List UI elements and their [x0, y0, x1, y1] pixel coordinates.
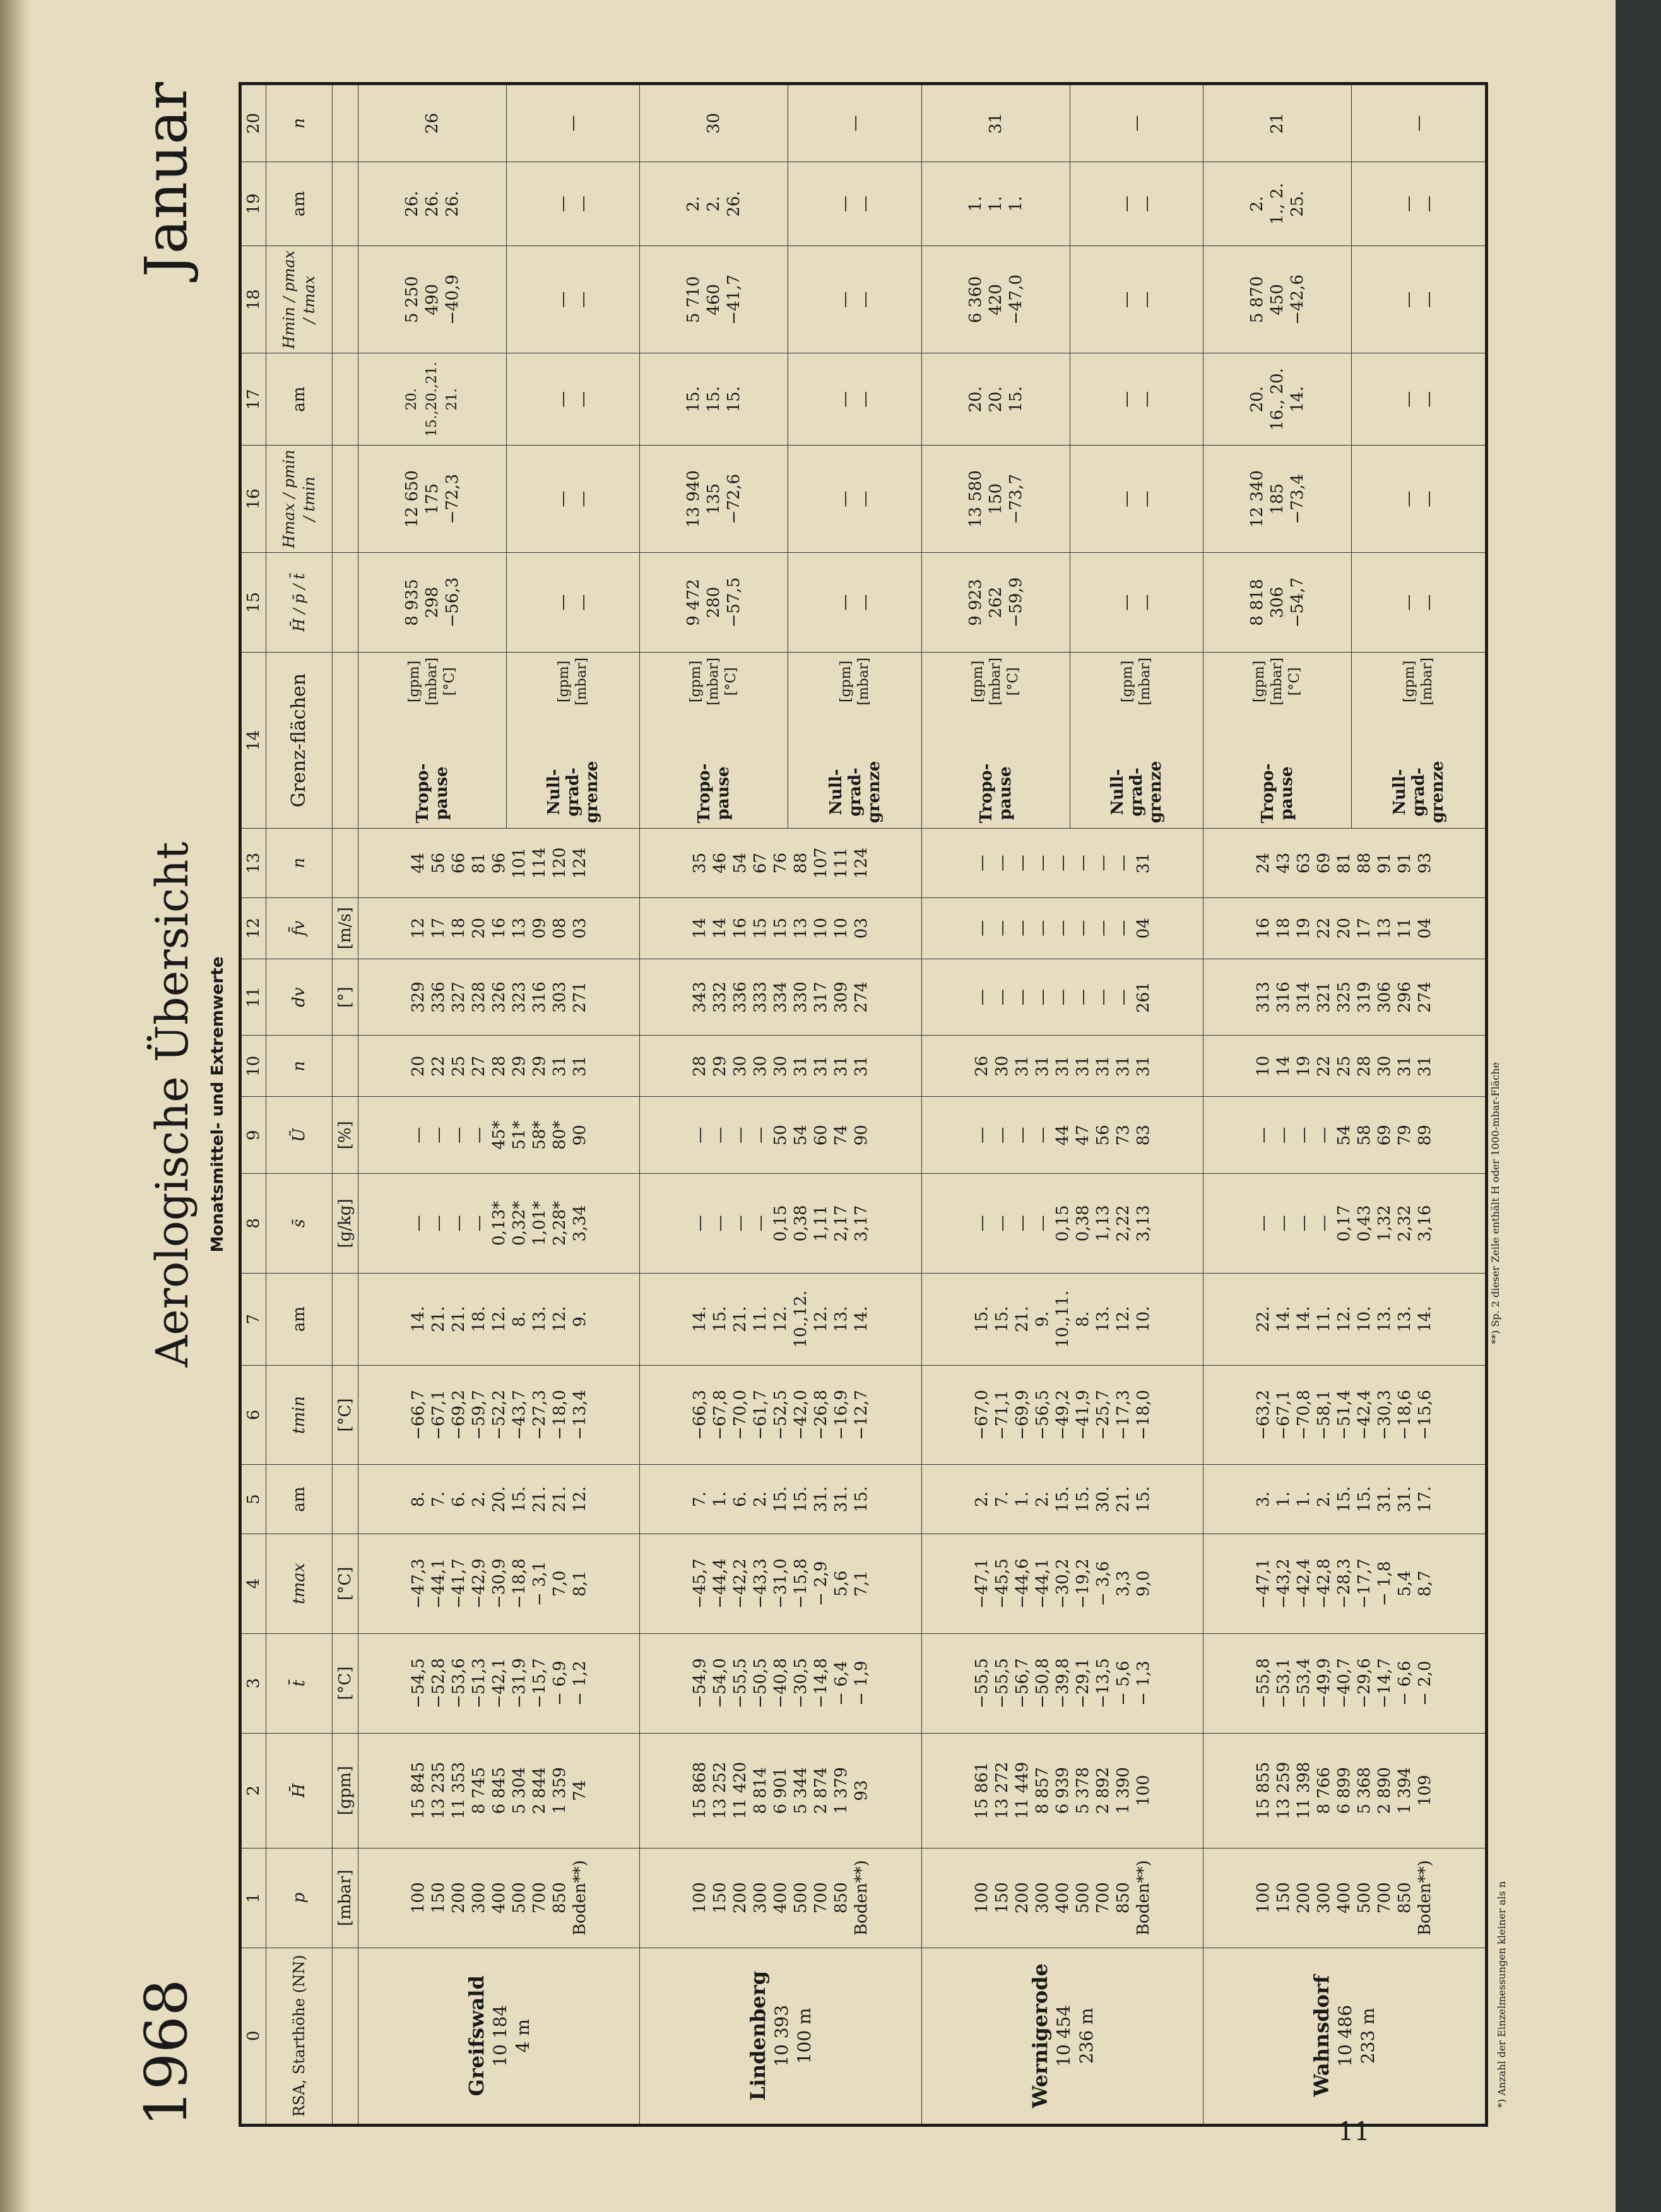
null-mean: — — [506, 553, 640, 653]
wind-speed: 16 18 19 22 20 17 13 11 04 [1203, 897, 1486, 959]
footnote-2: **) Sp. 2 dieser Zeile enthält H oder 1000-mbar-Fläche [1489, 1062, 1501, 1344]
colnum: 1 [242, 1848, 266, 1948]
tropo-max: 12 650 175 −72,3 [358, 446, 507, 553]
tropo-label-cell [1203, 653, 1352, 829]
tmax-date: 2. 7. 1. 2. 15. 15. 30. 21. 15. [921, 1465, 1203, 1534]
station-name: Wernigerode [1027, 1963, 1052, 2108]
unit-empty [333, 446, 358, 553]
mean-temp: −55,5 −55,5 −56,7 −50,8 −39,8 −29,1 −13,5 − 5,6 − 1,3 [921, 1633, 1203, 1733]
tmax: −47,1 −43,2 −42,4 −42,8 −28,3 −17,7 − 1,8 5,4 8,7 [1203, 1534, 1486, 1633]
tropopause-units: [gpm] [mbar] [°C] [1251, 658, 1303, 706]
null-max-date: — — [1352, 353, 1486, 446]
tmin-date: 14. 21. 21. 18. 12. 8. 13. 12. 9. [358, 1273, 640, 1365]
tropo-mean: 8 935 298 −56,3 [358, 553, 507, 653]
station-info [1203, 1948, 1486, 2124]
mean-temp: −55,8 −53,1 −53,4 −49,9 −40,7 −29,6 −14,7 − 6,6 − 2,0 [1203, 1633, 1486, 1733]
null-count: — [788, 85, 922, 162]
tropo-max: 13 940 135 −72,6 [640, 446, 788, 553]
tropo-count: 21 [1203, 85, 1352, 162]
unit-H: [gpm] [333, 1733, 358, 1848]
header-tmin: tmin [266, 1365, 333, 1465]
tmin: −66,3 −67,8 −70,0 −61,7 −52,5 −42,0 −26,8 −16,9 −12,7 [640, 1365, 921, 1465]
book-edge [1616, 0, 1661, 2212]
nullgrad-label: Null- grad- grenze [1108, 760, 1166, 824]
station-number: 10 184 [489, 2004, 511, 2067]
unit-empty [333, 1948, 358, 2124]
null-label-cell [1352, 653, 1486, 829]
tropo-max-date: 20. 20. 15. [921, 353, 1070, 446]
unit-empty [333, 1273, 358, 1365]
count-n: 26 30 31 31 31 31 31 31 31 [921, 1036, 1203, 1097]
tmax-date: 3. 1. 1. 2. 15. 15. 31. 31. 17. [1203, 1465, 1486, 1534]
header-station: RSA, Starthöhe (NN) [266, 1948, 333, 2124]
relative-humidity: — — — — 54 58 69 79 89 [1203, 1097, 1486, 1173]
header-max: Hmax / pmin / tmin [266, 446, 333, 553]
station-row-tropo [921, 85, 1070, 2124]
relative-humidity: — — — — 50 54 60 74 90 [640, 1097, 921, 1173]
page-subtitle: Monatsmittel- und Extremwerte [208, 956, 227, 1253]
specific-humidity: — — — — 0,15 0,38 1,13 2,22 3,13 [921, 1173, 1203, 1273]
mean-height: 15 845 13 235 11 353 8 745 6 845 5 304 2 844 1 359 74 [358, 1733, 640, 1848]
unit-p: [mbar] [333, 1848, 358, 1948]
rotated-content [133, 82, 1603, 2127]
month-heading: Januar [133, 82, 200, 278]
tropo-min: 6 360 420 −47,0 [921, 246, 1070, 353]
colnum: 5 [242, 1465, 266, 1534]
tropopause-label: Tropo- pause [1258, 763, 1297, 824]
tropopause-label: Tropo- pause [413, 763, 451, 824]
tropo-min-date: 1. 1. 1. [921, 162, 1070, 246]
colnum: 9 [242, 1097, 266, 1173]
tropo-min-date: 26. 26. 26. [358, 162, 507, 246]
pressure-levels: 100 150 200 300 400 500 700 850 Boden**) [640, 1848, 921, 1948]
colnum: 3 [242, 1633, 266, 1733]
tmin-date: 15. 15. 21. 9. 10.,11. 8. 13. 12. 10. [921, 1273, 1203, 1365]
tropo-max: 13 580 150 −73,7 [921, 446, 1070, 553]
tropopause-units: [gpm] [mbar] [°C] [406, 658, 458, 706]
tropo-mean: 9 472 280 −57,5 [640, 553, 788, 653]
pressure-levels: 100 150 200 300 400 500 700 850 Boden**) [358, 1848, 640, 1948]
tropo-label-cell [640, 653, 788, 829]
colnum: 10 [242, 1036, 266, 1097]
unit-empty [333, 85, 358, 162]
unit-tmin: [°C] [333, 1365, 358, 1465]
tropopause-label: Tropo- pause [695, 763, 733, 824]
null-mean: — — [788, 553, 922, 653]
unit-s: [g/kg] [333, 1173, 358, 1273]
unit-empty [333, 1465, 358, 1534]
nullgrad-units: [gpm] [mbar] [556, 658, 590, 706]
station-height: 236 m [1075, 2008, 1097, 2064]
colnum: 17 [242, 353, 266, 446]
colnum: 0 [242, 1948, 266, 2124]
pressure-levels: 100 150 200 300 400 500 700 850 Boden**) [1203, 1848, 1486, 1948]
relative-humidity: — — — — 45* 51* 58* 80* 90 [358, 1097, 640, 1173]
header-tmax: tmax [266, 1534, 333, 1633]
station-name: Wahnsdorf [1309, 1975, 1334, 2097]
station-row-tropo [358, 85, 507, 2124]
tropopause-units: [gpm] [mbar] [°C] [688, 658, 740, 706]
year-heading: 1968 [133, 1978, 200, 2127]
unit-dv: [°] [333, 959, 358, 1035]
mean-temp: −54,9 −54,0 −55,5 −50,5 −40,8 −30,5 −14,8 − 6,4 − 1,9 [640, 1633, 921, 1733]
null-max-date: — — [788, 353, 922, 446]
null-count: — [1352, 85, 1486, 162]
wind-count: 44 56 66 81 96 101 114 120 124 [358, 829, 640, 897]
tmax: −45,7 −44,4 −42,2 −43,3 −31,0 −15,8 − 2,9 5,6 7,1 [640, 1534, 921, 1633]
station-number: 10 454 [1053, 2004, 1074, 2067]
tmax-date: 7. 1. 6. 2. 15. 15. 31. 31. 15. [640, 1465, 921, 1534]
tropo-min-date: 2. 2. 26. [640, 162, 788, 246]
header-am: am [266, 162, 333, 246]
null-count: — [506, 85, 640, 162]
mean-height: 15 855 13 259 11 398 8 766 6 899 5 368 2 890 1 394 109 [1203, 1733, 1486, 1848]
null-count: — [1070, 85, 1203, 162]
count-n: 10 14 19 22 25 28 30 31 31 [1203, 1036, 1486, 1097]
null-max: — — [1352, 446, 1486, 553]
tmin-date: 14. 15. 21. 11. 12. 10.,12. 12. 13. 14. [640, 1273, 921, 1365]
tropo-label-cell [921, 653, 1070, 829]
tmax-date: 8. 7. 6. 2. 20. 15. 21. 21. 12. [358, 1465, 640, 1534]
tmin: −67,0 −71,1 −69,9 −56,5 −49,2 −41,9 −25,7 −17,3 −18,0 [921, 1365, 1203, 1465]
null-label-cell [788, 653, 922, 829]
colnum: 18 [242, 246, 266, 353]
wind-count: — — — — — — — — 31 [921, 829, 1203, 897]
tropo-max-date: 20. 16., 20. 14. [1203, 353, 1352, 446]
wind-direction: 343 332 336 333 334 330 317 309 274 [640, 959, 921, 1035]
tmin: −66,7 −67,1 −69,2 −59,7 −52,2 −43,7 −27,3 −18,0 −13,4 [358, 1365, 640, 1465]
aerology-table [241, 85, 1486, 2124]
tropo-max-date: 20. 15.,20.,21. 21. [358, 353, 507, 446]
pressure-levels: 100 150 200 300 400 500 700 850 Boden**) [921, 1848, 1203, 1948]
colnum: 15 [242, 553, 266, 653]
wind-speed: 12 17 18 20 16 13 09 08 03 [358, 897, 640, 959]
colnum: 8 [242, 1173, 266, 1273]
header-n-tropo: n [266, 85, 333, 162]
null-label-cell [1070, 653, 1203, 829]
station-height: 4 m [512, 2019, 533, 2053]
header-n-wind: n [266, 829, 333, 897]
header-min: Hmin / pmax / tmax [266, 246, 333, 353]
header-U: Ū [266, 1097, 333, 1173]
header-am: am [266, 353, 333, 446]
nullgrad-label: Null- grad- grenze [1390, 760, 1447, 824]
null-max: — — [1070, 446, 1203, 553]
wind-speed: — — — — — — — — 04 [921, 897, 1203, 959]
null-min: — — [1352, 246, 1486, 353]
unit-fv: [m/s] [333, 897, 358, 959]
header-H: H̄ [266, 1733, 333, 1848]
header-am: am [266, 1273, 333, 1365]
tropopause-label: Tropo- pause [976, 763, 1015, 824]
wind-direction: 329 336 327 328 326 323 316 303 271 [358, 959, 640, 1035]
wind-direction: 313 316 314 321 325 319 306 296 274 [1203, 959, 1486, 1035]
unit-empty [333, 1036, 358, 1097]
header-grenzflaechen: Grenz-flächen [266, 653, 333, 829]
null-max: — — [788, 446, 922, 553]
nullgrad-units: [gpm] [mbar] [1401, 658, 1435, 706]
nullgrad-units: [gpm] [mbar] [1120, 658, 1154, 706]
mean-height: 15 868 13 252 11 420 8 814 6 901 5 344 2 874 1 379 93 [640, 1733, 921, 1848]
count-n: 20 22 25 27 28 29 29 31 31 [358, 1036, 640, 1097]
tropo-min-date: 2. 1., 2. 25. [1203, 162, 1352, 246]
unit-row [333, 85, 358, 2124]
tropo-count: 26 [358, 85, 507, 162]
column-number-row [242, 85, 266, 2124]
tropopause-units: [gpm] [mbar] [°C] [969, 658, 1021, 706]
station-name: Lindenberg [746, 1970, 771, 2101]
header-am: am [266, 1465, 333, 1534]
station-row-tropo [1203, 85, 1352, 2124]
wind-speed: 14 14 16 15 15 13 10 10 03 [640, 897, 921, 959]
null-min: — — [1070, 246, 1203, 353]
colnum: 19 [242, 162, 266, 246]
null-label-cell [506, 653, 640, 829]
header-n: n [266, 1036, 333, 1097]
station-number: 10 393 [771, 2004, 793, 2067]
specific-humidity: — — — — 0,15 0,38 1,11 2,17 3,17 [640, 1173, 921, 1273]
station-height: 100 m [794, 2008, 815, 2064]
wind-direction: — — — — — — — — 261 [921, 959, 1203, 1035]
unit-tmax: [°C] [333, 1534, 358, 1633]
unit-t: [°C] [333, 1633, 358, 1733]
binding-edge [0, 0, 30, 2212]
colnum: 16 [242, 446, 266, 553]
tropo-max: 12 340 185 −73,4 [1203, 446, 1352, 553]
colnum: 7 [242, 1273, 266, 1365]
station-height: 233 m [1357, 2008, 1379, 2064]
mean-temp: −54,5 −52,8 −53,6 −51,3 −42,1 −31,9 −15,7 − 6,9 − 1,2 [358, 1633, 640, 1733]
null-mean: — — [1352, 553, 1486, 653]
unit-empty [333, 162, 358, 246]
station-info [640, 1948, 921, 2124]
null-min-date: — — [1070, 162, 1203, 246]
nullgrad-label: Null- grad- grenze [826, 760, 884, 824]
page-number: 11 [1338, 2117, 1370, 2146]
unit-empty [333, 553, 358, 653]
null-min-date: — — [506, 162, 640, 246]
colnum: 20 [242, 85, 266, 162]
station-name: Greifswald [464, 1975, 488, 2097]
unit-empty [333, 653, 358, 829]
tropo-count: 31 [921, 85, 1070, 162]
header-t: t̄ [266, 1633, 333, 1733]
colnum: 6 [242, 1365, 266, 1465]
footnote-1: *) Anzahl der Einzelmessungen kleiner als n [1496, 1881, 1508, 2108]
nullgrad-label: Null- grad- grenze [545, 760, 602, 824]
specific-humidity: — — — — 0,13* 0,32* 1,01* 2,28* 3,34 [358, 1173, 640, 1273]
tropo-label-cell [358, 653, 507, 829]
tropo-min: 5 250 490 −40,9 [358, 246, 507, 353]
tropo-mean: 8 818 306 −54,7 [1203, 553, 1352, 653]
null-max: — — [506, 446, 640, 553]
header-s: s̄ [266, 1173, 333, 1273]
station-info [358, 1948, 640, 2124]
unit-U: [%] [333, 1097, 358, 1173]
mean-height: 15 861 13 272 11 449 8 857 6 939 5 378 2 892 1 390 100 [921, 1733, 1203, 1848]
station-number: 10 486 [1335, 2004, 1356, 2067]
unit-empty [333, 353, 358, 446]
colnum: 12 [242, 897, 266, 959]
null-min: — — [506, 246, 640, 353]
column-header-row [266, 85, 333, 2124]
tropo-max-date: 15. 15. 15. [640, 353, 788, 446]
null-mean: — — [1070, 553, 1203, 653]
tropo-min: 5 710 460 −41,7 [640, 246, 788, 353]
null-min-date: — — [788, 162, 922, 246]
unit-empty [333, 829, 358, 897]
nullgrad-units: [gpm] [mbar] [837, 658, 872, 706]
null-min: — — [788, 246, 922, 353]
null-max-date: — — [1070, 353, 1203, 446]
tmin: −63,2 −67,1 −70,8 −58,1 −51,4 −42,4 −30,3 −18,6 −15,6 [1203, 1365, 1486, 1465]
tmax: −47,3 −44,1 −41,7 −42,9 −30,9 −18,8 − 3,1 7,0 8,1 [358, 1534, 640, 1633]
page-title: Aerologische Übersicht [146, 841, 198, 1368]
tropo-min: 5 870 450 −42,6 [1203, 246, 1352, 353]
colnum: 14 [242, 653, 266, 829]
relative-humidity: — — — — 44 47 56 73 83 [921, 1097, 1203, 1173]
header-fv: f̄v [266, 897, 333, 959]
colnum: 11 [242, 959, 266, 1035]
header-p: p [266, 1848, 333, 1948]
station-info [921, 1948, 1203, 2124]
colnum: 4 [242, 1534, 266, 1633]
null-min-date: — — [1352, 162, 1486, 246]
null-max-date: — — [506, 353, 640, 446]
tropo-mean: 9 923 262 −59,9 [921, 553, 1070, 653]
tropo-count: 30 [640, 85, 788, 162]
tmax: −47,1 −45,5 −44,6 −44,1 −30,2 −19,2 − 3,6 3,3 9,0 [921, 1534, 1203, 1633]
wind-count: 24 43 63 69 81 88 91 91 93 [1203, 829, 1486, 897]
colnum: 2 [242, 1733, 266, 1848]
specific-humidity: — — — — 0,17 0,43 1,32 2,32 3,16 [1203, 1173, 1486, 1273]
wind-count: 35 46 54 67 76 88 107 111 124 [640, 829, 921, 897]
tmin-date: 22. 14. 14. 11. 12. 10. 13. 13. 14. [1203, 1273, 1486, 1365]
station-row-tropo [640, 85, 788, 2124]
count-n: 28 29 30 30 30 31 31 31 31 [640, 1036, 921, 1097]
header-dv: dv [266, 959, 333, 1035]
unit-empty [333, 246, 358, 353]
colnum: 13 [242, 829, 266, 897]
header-mean: H̄ / p̄ / t̄ [266, 553, 333, 653]
data-table-frame [239, 82, 1488, 2127]
